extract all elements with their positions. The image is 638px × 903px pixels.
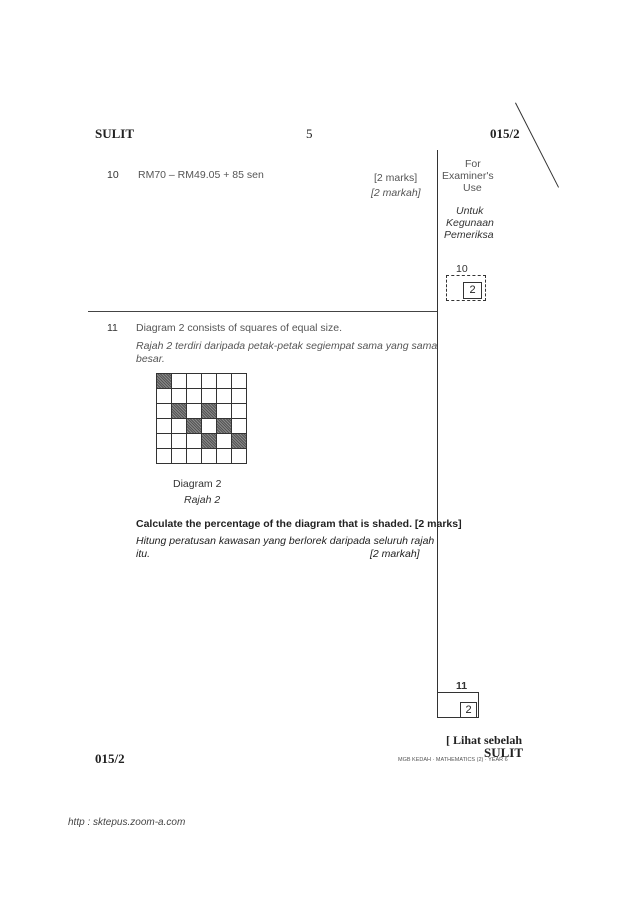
grid-cell-shaded xyxy=(232,434,247,449)
grid-cell xyxy=(217,374,232,389)
grid-cell xyxy=(157,419,172,434)
page-number: 5 xyxy=(306,126,313,141)
diagram-2-grid xyxy=(156,373,247,464)
grid-cell xyxy=(232,419,247,434)
grid-cell xyxy=(172,389,187,404)
grid-cell xyxy=(172,434,187,449)
grid-cell xyxy=(232,404,247,419)
question-11-marks-ms: [2 markah] xyxy=(370,548,420,560)
grid-cell xyxy=(232,374,247,389)
footer-sulit: SULIT xyxy=(484,745,524,760)
grid-cell xyxy=(187,434,202,449)
question-10-text: RM70 – RM49.05 + 85 sen xyxy=(138,169,264,181)
source-url: http : sktepus.zoom-a.com xyxy=(68,817,186,828)
examiner-column-divider xyxy=(437,150,438,718)
examiner-label-kegunaan: Kegunaan xyxy=(446,217,494,229)
question-11-text-ms-1: Rajah 2 terdiri daripada petak-petak segiempat sama yang sama xyxy=(136,340,438,352)
grid-cell-shaded xyxy=(157,374,172,389)
grid-cell xyxy=(217,404,232,419)
grid-cell xyxy=(187,374,202,389)
question-10-box-label: 10 xyxy=(456,263,468,275)
question-11-box-label: 11 xyxy=(456,680,468,692)
header-sulit: SULIT xyxy=(95,126,135,141)
grid-cell xyxy=(157,404,172,419)
grid-cell xyxy=(232,389,247,404)
grid-cell xyxy=(232,449,247,464)
grid-cell xyxy=(172,419,187,434)
examiner-label-use: Use xyxy=(463,182,482,194)
examiner-label-pemeriksa: Pemeriksa xyxy=(444,229,494,241)
grid-cell-shaded xyxy=(202,434,217,449)
grid-cell xyxy=(157,434,172,449)
examiner-label-examiners: Examiner's xyxy=(442,170,494,182)
corner-diagonal-line xyxy=(515,103,559,188)
question-11-number: 11 xyxy=(107,322,118,334)
examiner-label-for: For xyxy=(465,158,481,170)
grid-cell xyxy=(202,419,217,434)
footer-paper-code: 015/2 xyxy=(95,751,125,766)
footer-publisher: MGB KEDAH · MATHEMATICS (2) · YEAR 6 xyxy=(398,757,508,763)
diagram-caption-en: Diagram 2 xyxy=(173,478,222,490)
grid-cell xyxy=(157,449,172,464)
question-10-mark-value: 2 xyxy=(463,282,482,299)
examiner-label-untuk: Untuk xyxy=(456,205,484,217)
grid-cell xyxy=(217,389,232,404)
grid-cell xyxy=(187,449,202,464)
grid-cell xyxy=(202,449,217,464)
question-11-instruction-en: Calculate the percentage of the diagram that is shaded. [2 marks] xyxy=(136,518,462,530)
question-11-mark-value: 2 xyxy=(460,702,477,718)
question-10-marks-en: [2 marks] xyxy=(374,172,418,184)
grid-cell xyxy=(172,374,187,389)
grid-cell xyxy=(172,449,187,464)
grid-cell-shaded xyxy=(202,404,217,419)
grid-cell xyxy=(187,389,202,404)
question-11-text-ms-2: besar. xyxy=(136,353,165,365)
header-paper-code: 015/2 xyxy=(490,126,520,141)
question-10-marks-ms: [2 markah] xyxy=(371,187,421,199)
grid-cell-shaded xyxy=(187,419,202,434)
grid-cell-shaded xyxy=(217,419,232,434)
grid-cell xyxy=(202,389,217,404)
question-separator xyxy=(88,311,437,312)
footer-lihat-sebelah: [ Lihat sebelah xyxy=(446,733,523,747)
grid-cell xyxy=(202,374,217,389)
question-11-instruction-ms-1: Hitung peratusan kawasan yang berlorek daripada seluruh rajah xyxy=(136,535,435,547)
question-10-number: 10 xyxy=(107,169,119,181)
question-11-instruction-ms-2: itu. xyxy=(136,548,151,560)
grid-cell xyxy=(187,404,202,419)
grid-cell xyxy=(217,449,232,464)
grid-cell xyxy=(157,389,172,404)
grid-cell xyxy=(217,434,232,449)
question-11-text-en: Diagram 2 consists of squares of equal size. xyxy=(136,322,343,334)
diagram-caption-ms: Rajah 2 xyxy=(184,494,221,506)
grid-cell-shaded xyxy=(172,404,187,419)
